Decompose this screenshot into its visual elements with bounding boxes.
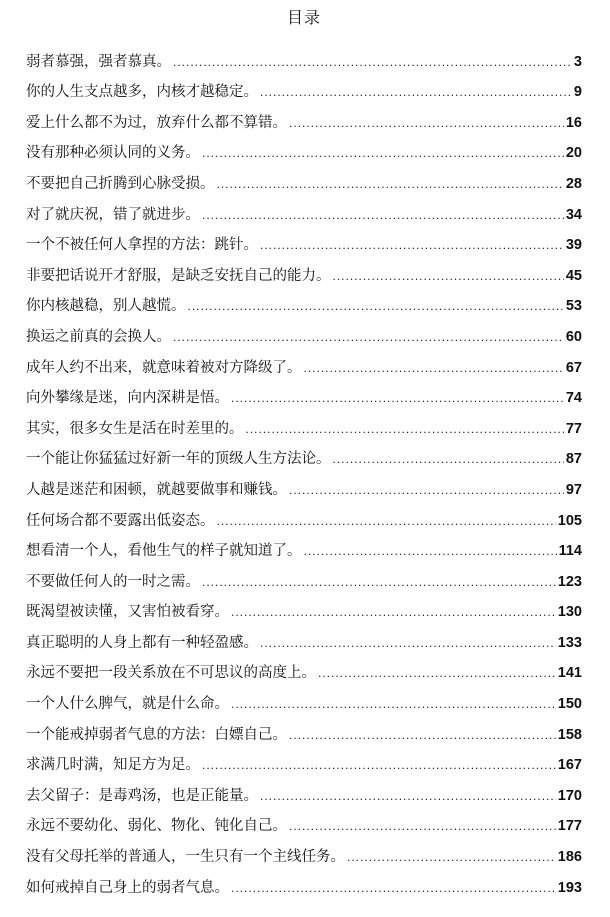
toc-leader-dots	[202, 573, 556, 591]
toc-entry[interactable]	[26, 530, 582, 561]
toc-entry-title: 想看清一个人，看他生气的样子就知道了。	[26, 543, 302, 560]
toc-leader-dots	[231, 695, 556, 713]
toc-entry-page: 87	[565, 451, 582, 468]
toc-entry-page: 186	[557, 849, 582, 866]
toc-entry-page: 130	[557, 604, 582, 621]
toc-leader-dots	[188, 297, 564, 315]
toc-leader-dots	[202, 206, 564, 224]
toc-leader-dots	[333, 267, 564, 285]
toc-entry-title: 既渴望被读懂，又害怕被看穿。	[26, 604, 229, 621]
toc-entry-title: 其实，很多女生是活在时差里的。	[26, 420, 244, 437]
toc-leader-dots	[231, 389, 564, 407]
toc-entry-title: 任何场合都不要露出低姿态。	[26, 512, 215, 529]
toc-entry-title: 真正聪明的人身上都有一种轻盈感。	[26, 634, 258, 651]
toc-entry-page: 150	[557, 696, 582, 713]
toc-entry-page: 177	[557, 818, 582, 835]
toc-entry-page: 74	[565, 390, 582, 407]
toc-entry[interactable]	[26, 285, 582, 316]
toc-entry[interactable]	[26, 162, 582, 193]
toc-entry[interactable]	[26, 346, 582, 377]
toc-entry-title: 没有父母托举的普通人，一生只有一个主线任务。	[26, 849, 345, 866]
toc-entry-page: 28	[565, 175, 582, 192]
toc-leader-dots	[217, 175, 564, 193]
toc-entry-page: 67	[565, 359, 582, 376]
toc-leader-dots	[289, 726, 556, 744]
toc-entry-title: 一个能让你猛猛过好新一年的顶级人生方法论。	[26, 451, 331, 468]
toc-leader-dots	[260, 634, 556, 652]
toc-entry[interactable]	[26, 407, 582, 438]
toc-leader-dots	[304, 359, 564, 377]
toc-entry[interactable]	[26, 40, 582, 71]
toc-entry-page: 141	[557, 665, 582, 682]
toc-entry-title: 求满几时满，知足方为足。	[26, 757, 200, 774]
toc-leader-dots	[246, 420, 564, 438]
toc-leader-dots	[260, 787, 556, 805]
toc-entry-page: 97	[565, 481, 582, 498]
toc-entry-title: 一个人什么脾气，就是什么命。	[26, 696, 229, 713]
toc-entry-page: 20	[565, 145, 582, 162]
toc-entry-page: 34	[565, 206, 582, 223]
toc-entry-page: 60	[565, 328, 582, 345]
toc-entry[interactable]	[26, 468, 582, 499]
toc-entry-title: 非要把话说开才舒服，是缺乏安抚自己的能力。	[26, 267, 331, 284]
toc-entry-page: 9	[573, 84, 582, 101]
toc-leader-dots	[347, 848, 556, 866]
toc-entry-page: 158	[557, 726, 582, 743]
toc-entry-title: 没有那种必须认同的义务。	[26, 145, 200, 162]
toc-entry[interactable]	[26, 101, 582, 132]
toc-entry[interactable]	[26, 71, 582, 102]
toc-entry-title: 一个能戒掉弱者气息的方法：白嫖自己。	[26, 726, 287, 743]
toc-entry-page: 123	[557, 573, 582, 590]
toc-entry-page: 45	[565, 267, 582, 284]
toc-leader-dots	[260, 83, 572, 101]
toc-entry[interactable]	[26, 254, 582, 285]
toc-leader-dots	[289, 817, 556, 835]
toc-entry[interactable]	[26, 560, 582, 591]
toc-entry-page: 77	[565, 420, 582, 437]
toc-entry-page: 3	[573, 53, 582, 70]
toc-entry[interactable]	[26, 315, 582, 346]
toc-entry-page: 105	[557, 512, 582, 529]
toc-list	[26, 40, 582, 897]
toc-leader-dots	[333, 450, 564, 468]
toc-entry[interactable]	[26, 805, 582, 836]
toc-entry-title: 爱上什么都不为过，放弃什么都不算错。	[26, 114, 287, 131]
toc-entry[interactable]	[26, 591, 582, 622]
toc-entry-page: 39	[565, 237, 582, 254]
toc-entry[interactable]	[26, 835, 582, 866]
toc-leader-dots	[289, 114, 564, 132]
toc-entry-title: 换运之前真的会换人。	[26, 328, 171, 345]
toc-entry[interactable]	[26, 774, 582, 805]
toc-entry[interactable]	[26, 744, 582, 775]
toc-entry[interactable]	[26, 499, 582, 530]
toc-entry[interactable]	[26, 866, 582, 897]
toc-entry[interactable]	[26, 132, 582, 163]
toc-entry-title: 永远不要幼化、弱化、物化、钝化自己。	[26, 818, 287, 835]
toc-entry-title: 如何戒掉自己身上的弱者气息。	[26, 879, 229, 896]
toc-entry-title: 去父留子：是毒鸡汤，也是正能量。	[26, 787, 258, 804]
toc-entry-title: 成年人约不出来，就意味着被对方降级了。	[26, 359, 302, 376]
toc-leader-dots	[260, 236, 564, 254]
toc-leader-dots	[304, 542, 557, 560]
toc-leader-dots	[202, 144, 564, 162]
toc-title: 目录	[286, 8, 321, 27]
toc-entry-title: 人越是迷茫和困顿，就越要做事和赚钱。	[26, 481, 287, 498]
toc-entry[interactable]	[26, 193, 582, 224]
toc-leader-dots	[173, 53, 572, 71]
toc-leader-dots	[318, 664, 556, 682]
toc-leader-dots	[217, 512, 556, 530]
toc-entry[interactable]	[26, 682, 582, 713]
toc-entry-title: 你的人生支点越多，内核才越稳定。	[26, 84, 258, 101]
toc-entry[interactable]	[26, 652, 582, 683]
toc-entry-page: 193	[557, 879, 582, 896]
toc-entry-title: 向外攀缘是迷，向内深耕是悟。	[26, 390, 229, 407]
toc-entry-page: 170	[557, 787, 582, 804]
toc-leader-dots	[202, 756, 556, 774]
toc-entry-title: 你内核越稳，别人越慌。	[26, 298, 186, 315]
toc-entry-page: 114	[558, 543, 582, 560]
toc-entry-title: 不要做任何人的一时之需。	[26, 573, 200, 590]
toc-entry-page: 53	[565, 298, 582, 315]
toc-entry-title: 弱者慕强，强者慕真。	[26, 53, 171, 70]
toc-entry[interactable]	[26, 621, 582, 652]
toc-entry-page: 133	[557, 634, 582, 651]
toc-leader-dots	[173, 328, 564, 346]
toc-entry-title: 不要把自己折腾到心脉受损。	[26, 175, 215, 192]
toc-entry[interactable]	[26, 377, 582, 408]
toc-entry-title: 永远不要把一段关系放在不可思议的高度上。	[26, 665, 316, 682]
toc-leader-dots	[231, 603, 556, 621]
toc-entry[interactable]	[26, 438, 582, 469]
toc-entry-title: 对了就庆祝，错了就进步。	[26, 206, 200, 223]
toc-entry-title: 一个不被任何人拿捏的方法：跳针。	[26, 237, 258, 254]
toc-leader-dots	[289, 481, 564, 499]
toc-entry[interactable]	[26, 224, 582, 255]
toc-entry-page: 167	[557, 757, 582, 774]
toc-entry-page: 16	[565, 114, 582, 131]
toc-entry[interactable]	[26, 713, 582, 744]
toc-leader-dots	[231, 879, 556, 897]
